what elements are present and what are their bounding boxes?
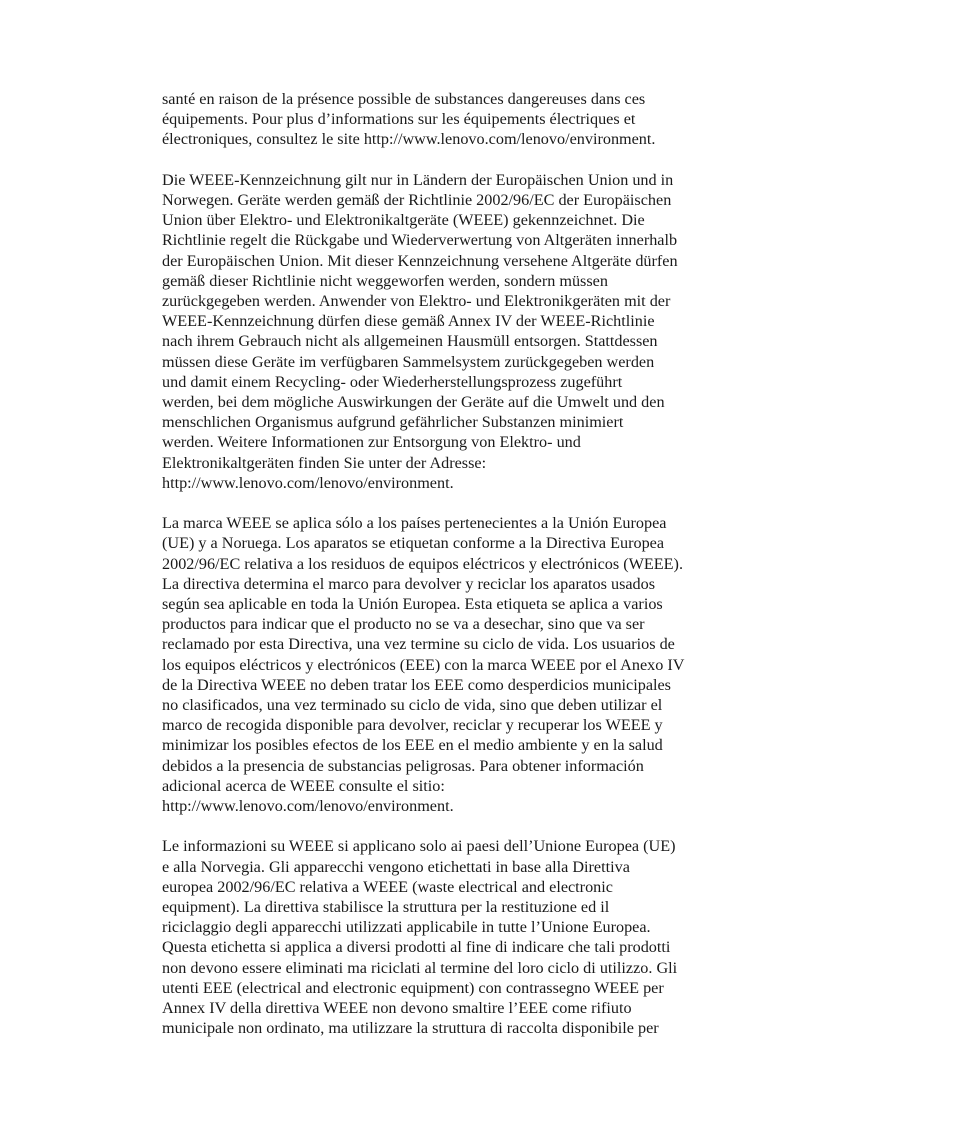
text-line: Annex IV della direttiva WEEE non devono smaltire l’EEE come rifiuto bbox=[162, 999, 632, 1018]
text-line: Le informazioni su WEEE si applicano solo ai paesi dell’Unione Europea (UE) bbox=[162, 837, 676, 856]
text-line: gemäß dieser Richtlinie nicht weggeworfen werden, sondern müssen bbox=[162, 271, 608, 290]
text-line: Norwegen. Geräte werden gemäß der Richtlinie 2002/96/EC der Europäischen bbox=[162, 191, 672, 209]
text-line: http://www.lenovo.com/lenovo/environment. bbox=[162, 473, 454, 492]
text-line: adicional acerca de WEEE consulte el sitio: bbox=[162, 776, 445, 795]
text-line: der Europäischen Union. Mit dieser Kennzeichnung versehene Altgeräte dürfen bbox=[162, 251, 678, 270]
text-line: zurückgegeben werden. Anwender von Elektro- und Elektronikgeräten mit der bbox=[162, 292, 671, 311]
text-line: equipment). La direttiva stabilisce la struttura per la restituzione ed il bbox=[162, 898, 610, 917]
text-line: e alla Norvegia. Gli apparecchi vengono etichettati in base alla Direttiva bbox=[162, 857, 630, 876]
text-line: municipale non ordinato, ma utilizzare la struttura di raccolta disponibile per bbox=[162, 1019, 659, 1038]
text-line: électroniques, consultez le site http://www.lenovo.com/lenovo/environment. bbox=[162, 130, 656, 149]
document-page bbox=[162, 89, 802, 1059]
text-line: équipements. Pour plus d’informations sur les équipements électriques et bbox=[162, 110, 636, 129]
text-line: debidos a la presencia de substancias peligrosas. Para obtener información bbox=[162, 756, 644, 775]
text-line: minimizar los posibles efectos de los EEE en el medio ambiente y en la salud bbox=[162, 736, 663, 755]
text-line: werden, bei dem mögliche Auswirkungen der Geräte auf die Umwelt und den bbox=[162, 393, 665, 412]
text-line: und damit einem Recycling- oder Wiederherstellungsprozess zugeführt bbox=[162, 372, 623, 391]
text-line: según sea aplicable en toda la Unión Europea. Esta etiqueta se aplica a varios bbox=[162, 595, 663, 614]
text-line: Die WEEE-Kennzeichnung gilt nur in Ländern der Europäischen Union und in bbox=[162, 170, 674, 189]
text-line: http://www.lenovo.com/lenovo/environment. bbox=[162, 797, 454, 816]
text-line: reclamado por esta Directiva, una vez termine su ciclo de vida. Los usuarios de bbox=[162, 635, 675, 654]
paragraph-italian bbox=[162, 836, 802, 1038]
text-line: no clasificados, una vez terminado su ciclo de vida, sino que deben utilizar el bbox=[162, 696, 663, 715]
text-line: los equipos eléctricos y electrónicos (EEE) con la marca WEEE por el Anexo IV bbox=[162, 655, 685, 674]
text-line: santé en raison de la présence possible de substances dangereuses dans ces bbox=[162, 90, 646, 108]
text-line: utenti EEE (electrical and electronic equipment) con contrassegno WEEE per bbox=[162, 978, 664, 997]
text-line: non devono essere eliminati ma riciclati al termine del loro ciclo di utilizzo. Gli bbox=[162, 958, 678, 977]
text-line: werden. Weitere Informationen zur Entsorgung von Elektro- und bbox=[162, 433, 581, 452]
text-line: Questa etichetta si applica a diversi prodotti al fine di indicare che tali prodotti bbox=[162, 938, 671, 957]
text-line: marco de recogida disponible para devolver, reciclar y recuperar los WEEE y bbox=[162, 716, 663, 735]
paragraph-french bbox=[162, 89, 802, 150]
text-line: La directiva determina el marco para devolver y reciclar los aparatos usados bbox=[162, 574, 656, 593]
text-line: (UE) y a Noruega. Los aparatos se etiquetan conforme a la Directiva Europea bbox=[162, 534, 665, 553]
paragraph-spanish bbox=[162, 513, 802, 816]
text-line: nach ihrem Gebrauch nicht als allgemeinen Hausmüll entsorgen. Stattdessen bbox=[162, 332, 658, 351]
paragraph-german bbox=[162, 170, 802, 493]
text-line: productos para indicar que el producto no se va a desechar, sino que va ser bbox=[162, 615, 645, 634]
text-line: La marca WEEE se aplica sólo a los países pertenecientes a la Unión Europea bbox=[162, 514, 667, 533]
text-line: 2002/96/EC relativa a los residuos de equipos eléctricos y electrónicos (WEEE). bbox=[162, 554, 683, 573]
text-line: Richtlinie regelt die Rückgabe und Wiederverwertung von Altgeräten innerhalb bbox=[162, 231, 678, 250]
text-line: müssen diese Geräte im verfügbaren Sammelsystem zurückgegeben werden bbox=[162, 352, 655, 371]
text-line: menschlichen Organismus aufgrund gefährlicher Substanzen minimiert bbox=[162, 413, 624, 432]
text-line: de la Directiva WEEE no deben tratar los EEE como desperdicios municipales bbox=[162, 675, 671, 694]
text-line: WEEE-Kennzeichnung dürfen diese gemäß Annex IV der WEEE-Richtlinie bbox=[162, 312, 655, 331]
text-line: riciclaggio degli apparecchi utilizzati applicabile in tutte l’Unione Europea. bbox=[162, 918, 651, 937]
text-line: europea 2002/96/EC relativa a WEEE (waste electrical and electronic bbox=[162, 877, 613, 896]
text-line: Elektronikaltgeräten finden Sie unter der Adresse: bbox=[162, 453, 487, 472]
text-line: Union über Elektro- und Elektronikaltgeräte (WEEE) gekennzeichnet. Die bbox=[162, 211, 645, 230]
